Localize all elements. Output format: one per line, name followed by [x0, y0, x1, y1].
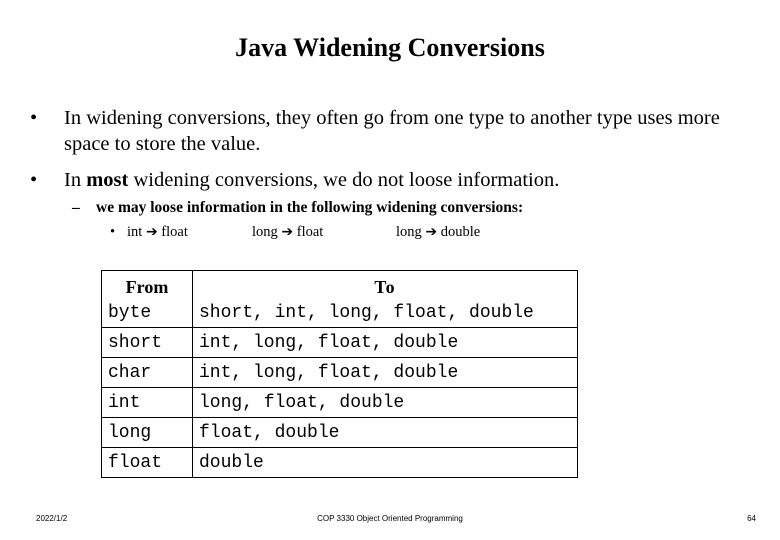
- bullet-text-emphasis: most: [86, 169, 129, 191]
- cell-to: double: [193, 448, 578, 478]
- cell-from: long: [102, 418, 193, 448]
- bullet-2: [30, 167, 760, 193]
- sub-bullet-marker: –: [72, 199, 80, 216]
- header-to-label: To: [374, 277, 396, 297]
- table-header-row: [102, 271, 578, 299]
- example-from: int: [127, 224, 143, 240]
- header-from-label: From: [125, 277, 169, 297]
- table-row: [102, 358, 578, 388]
- conversion-table: [101, 270, 578, 478]
- cell-to: float, double: [193, 418, 578, 448]
- example-long-double: [396, 224, 480, 241]
- cell-from: char: [102, 358, 193, 388]
- cell-from: byte: [102, 298, 193, 328]
- footer-date: 2022/1/2: [36, 514, 68, 523]
- cell-to: short, int, long, float, double: [193, 298, 578, 328]
- cell-to: long, float, double: [193, 388, 578, 418]
- example-int-float: [127, 224, 188, 241]
- table-header-to: [193, 271, 578, 299]
- cell-from: int: [102, 388, 193, 418]
- table-row: [102, 418, 578, 448]
- bullet-text-start: In: [64, 169, 87, 191]
- arrow-right-icon: ➔: [425, 224, 438, 240]
- example-to: double: [440, 224, 481, 240]
- bullet-marker: •: [30, 169, 38, 191]
- cell-to: int, long, float, double: [193, 328, 578, 358]
- bullet-text-end: widening conversions, we do not loose information.: [128, 169, 560, 191]
- table-row: [102, 298, 578, 328]
- bullet-marker: •: [30, 107, 38, 129]
- table-row: [102, 388, 578, 418]
- table-header-from: [102, 271, 193, 299]
- cell-from: float: [102, 448, 193, 478]
- footer-page-number: 64: [747, 514, 756, 523]
- cell-from: short: [102, 328, 193, 358]
- table-row: [102, 328, 578, 358]
- footer-course: COP 3330 Object Oriented Programming: [317, 514, 463, 523]
- example-from: long: [252, 224, 278, 240]
- cell-to: int, long, float, double: [193, 358, 578, 388]
- sub-bullet-text: we may loose information in the following widening conversions:: [96, 199, 524, 216]
- arrow-right-icon: ➔: [145, 224, 158, 240]
- table-row: [102, 448, 578, 478]
- bullet-text: [64, 167, 764, 193]
- example-bullet-marker: •: [110, 224, 116, 240]
- bullet-1: [30, 105, 760, 157]
- example-long-float: [252, 224, 323, 241]
- example-from: long: [396, 224, 422, 240]
- bullet-text: In widening conversions, they often go from one type to another type uses more space to store the value.: [64, 107, 720, 155]
- slide-title: Java Widening Conversions: [235, 33, 545, 62]
- example-to: float: [296, 224, 324, 240]
- arrow-right-icon: ➔: [281, 224, 294, 240]
- example-to: float: [161, 224, 188, 240]
